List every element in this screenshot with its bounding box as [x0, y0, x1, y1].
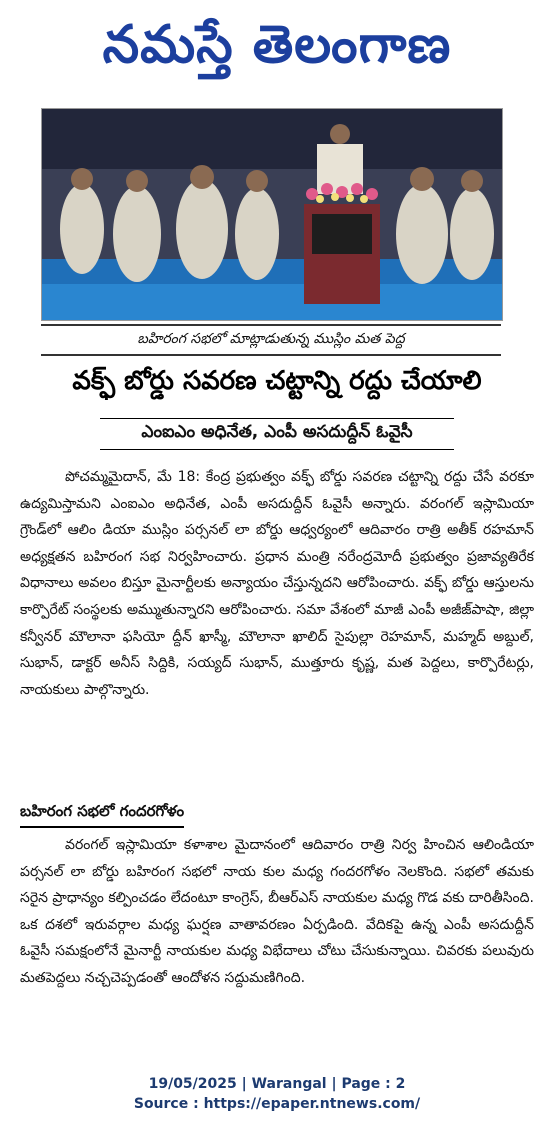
masthead-title: నమస్తే తెలంగాణ: [102, 14, 452, 75]
newspaper-clipping: [20, 6, 534, 1064]
news-photo: [41, 108, 503, 321]
article-body-1: [20, 464, 534, 703]
article-subheadline: ఎంఐఎం అధినేత, ఎంపీ అసదుద్దీన్ ఓవైసీ: [100, 418, 454, 450]
stage-photo-image: [42, 109, 502, 320]
article-headline: వక్ఫ్ బోర్డు సవరణ చట్టాన్ని రద్దు చేయాలి: [72, 366, 482, 396]
section-heading: బహిరంగ సభలో గందరగోళం: [20, 802, 184, 828]
footer-source: Source : https://epaper.ntnews.com/: [133, 1096, 421, 1112]
photo-caption: బహిరంగ సభలో మాట్లాడుతున్న ముస్లిం మత పెద్ద: [41, 324, 501, 356]
masthead: [20, 6, 534, 96]
article-body-2: [20, 832, 534, 992]
footer-date-edition: 19/05/2025 | Warangal | Page : 2: [148, 1076, 406, 1092]
article-paragraph-1: పోచమ్మమైదాన్, మే 18: కేంద్ర ప్రభుత్వం వక్ఫ్ బోర్డు సవరణ చట్టాన్ని రద్దు చేసే వరకూ ఉద్యమిస్తామని ఎంఐఎం అధినేత, ఎంపీ అసదుద్దీన్ ఓవైసీ అన్నారు. వరంగల్ ఇస్లామియా గ్రౌండ్‌లో ఆలిం డియా ముస్లిం పర్సనల్ లా బోర్డు ఆధ్వర్యంలో ఆదివారం రాత్రి అతీక్ రహమాన్ అధ్యక్షతన బహిరంగ సభ నిర్వహించారు. ప్రధాన మంత్రి నరేంద్రమోదీ ప్రభుత్వం ప్రజావ్యతిరేక విధానాలు అవలం బిస్తూ మైనార్టీలకు అన్యాయం చేస్తున్నదని ఆరోపించారు. వక్ఫ్ బోర్డు ఆస్తులను కార్పొరేట్ సంస్థలకు అమ్ముతున్నారని ఆరోపించారు. సమా వేశంలో మాజీ ఎంపీ అజీజ్‌పాషా, జిల్లా కన్వీనర్ మౌలానా ఫసియో ద్దీన్ ఖాస్మీ, మౌలానా ఖాలిద్ సైపుల్లా రెహమాన్, మహ్మద్ అబ్దుల్, సుభాన్, డాక్టర్ అనీస్ సిద్దికి, సయ్యద్ సుభాన్, ముత్తూరు కృష్ణ, మత పెద్దలు, కార్పొరేటర్లు, నాయకులు పాల్గొన్నారు.: [20, 469, 534, 698]
footer: [0, 1074, 554, 1114]
article-paragraph-2: వరంగల్ ఇస్లామియా కళాశాల మైదానంలో ఆదివారం రాత్రి నిర్వ హించిన ఆలిండియా పర్సనల్ లా బోర్డు బహిరంగ సభలో నాయ కుల మధ్య గందరగోళం నెలకొంది. సభలో తమకు సరైన ప్రాధాన్యం కల్పించడం లేదంటూ కాంగ్రెస్, బీఆర్ఎస్ నాయకుల మధ్య గొడ వకు దారితీసింది. ఒక దశలో ఇరువర్గాల మధ్య ఘర్షణ వాతావరణం ఏర్పడింది. వేదికపై ఉన్న ఎంపీ అసదుద్దీన్ ఓవైసీ సమక్షంలోనే మైనార్టీ నాయకుల మధ్య విభేదాలు చోటు చేసుకున్నాయి. చివరకు పలువురు మతపెద్దలు నచ్చచెప్పడంతో ఆందోళన సద్దుమణిగింది.: [20, 837, 534, 986]
